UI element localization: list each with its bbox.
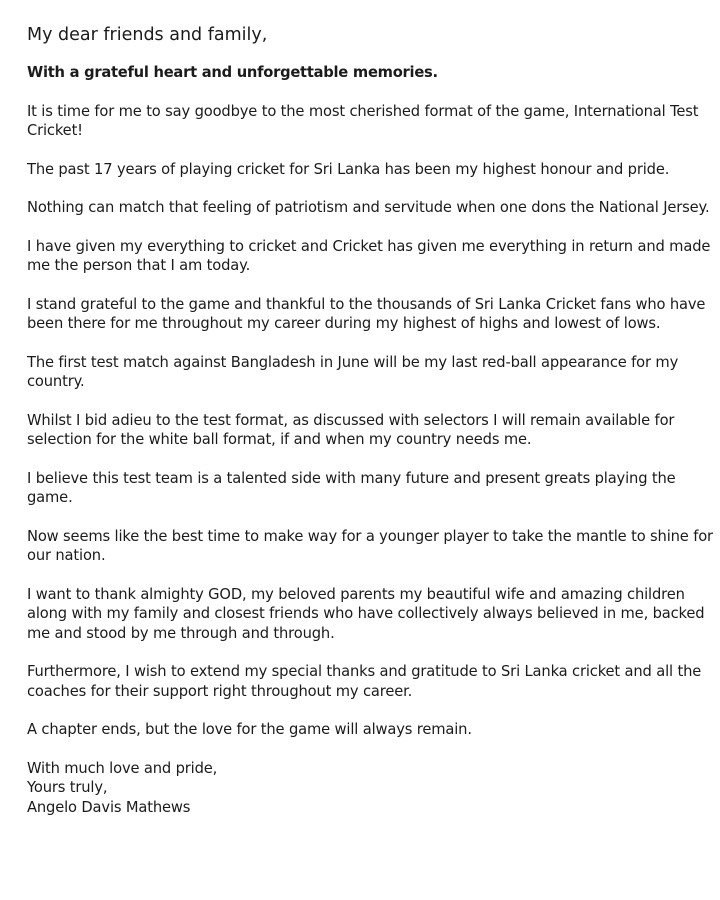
paragraph-white-ball: Whilst I bid adieu to the test format, as discussed with selectors I will remain available for selection for the white ball format, if and when my country needs me.: [27, 411, 675, 448]
paragraph-thanks-family: I want to thank almighty GOD, my beloved parents my beautiful wife and amazing children along with my family and closest friends who have collectively always believed in me, backed me and stood by me through and through.: [27, 585, 705, 642]
paragraph-fans: I stand grateful to the game and thankful to the thousands of Sri Lanka Cricket fans who have been there for me throughout my career during my highest of highs and lowest of lows.: [27, 295, 706, 332]
paragraph-talented-side: I believe this test team is a talented side with many future and present greats playing the game.: [27, 469, 676, 506]
valediction-line: Yours truly,: [27, 779, 108, 796]
signature-name: Angelo Davis Mathews: [27, 798, 191, 816]
sign-off: [27, 759, 717, 818]
salutation: My dear friends and family,: [27, 25, 268, 45]
letter-body: [27, 24, 717, 817]
paragraph-thanks-slc: Furthermore, I wish to extend my special thanks and gratitude to Sri Lanka cricket and all the coaches for their support right throughout my career.: [27, 663, 702, 700]
paragraph-17-years: The past 17 years of playing cricket for Sri Lanka has been my highest honour and pride.: [27, 160, 670, 178]
closing-line: With much love and pride,: [27, 759, 218, 777]
paragraph-given-everything: I have given my everything to cricket and Cricket has given me everything in return and made me the person that I am today.: [27, 237, 711, 274]
paragraph-goodbye: It is time for me to say goodbye to the most cherished format of the game, International Test Cricket!: [27, 102, 699, 139]
paragraph-make-way: Now seems like the best time to make way for a younger player to take the mantle to shine for our nation.: [27, 527, 713, 564]
paragraph-last-test: The first test match against Bangladesh in June will be my last red-ball appearance for my country.: [27, 353, 679, 390]
paragraph-patriotism: Nothing can match that feeling of patriotism and servitude when one dons the National Jersey.: [27, 199, 710, 216]
subheading: With a grateful heart and unforgettable memories.: [27, 64, 438, 81]
paragraph-chapter-ends: A chapter ends, but the love for the game will always remain.: [27, 721, 472, 738]
